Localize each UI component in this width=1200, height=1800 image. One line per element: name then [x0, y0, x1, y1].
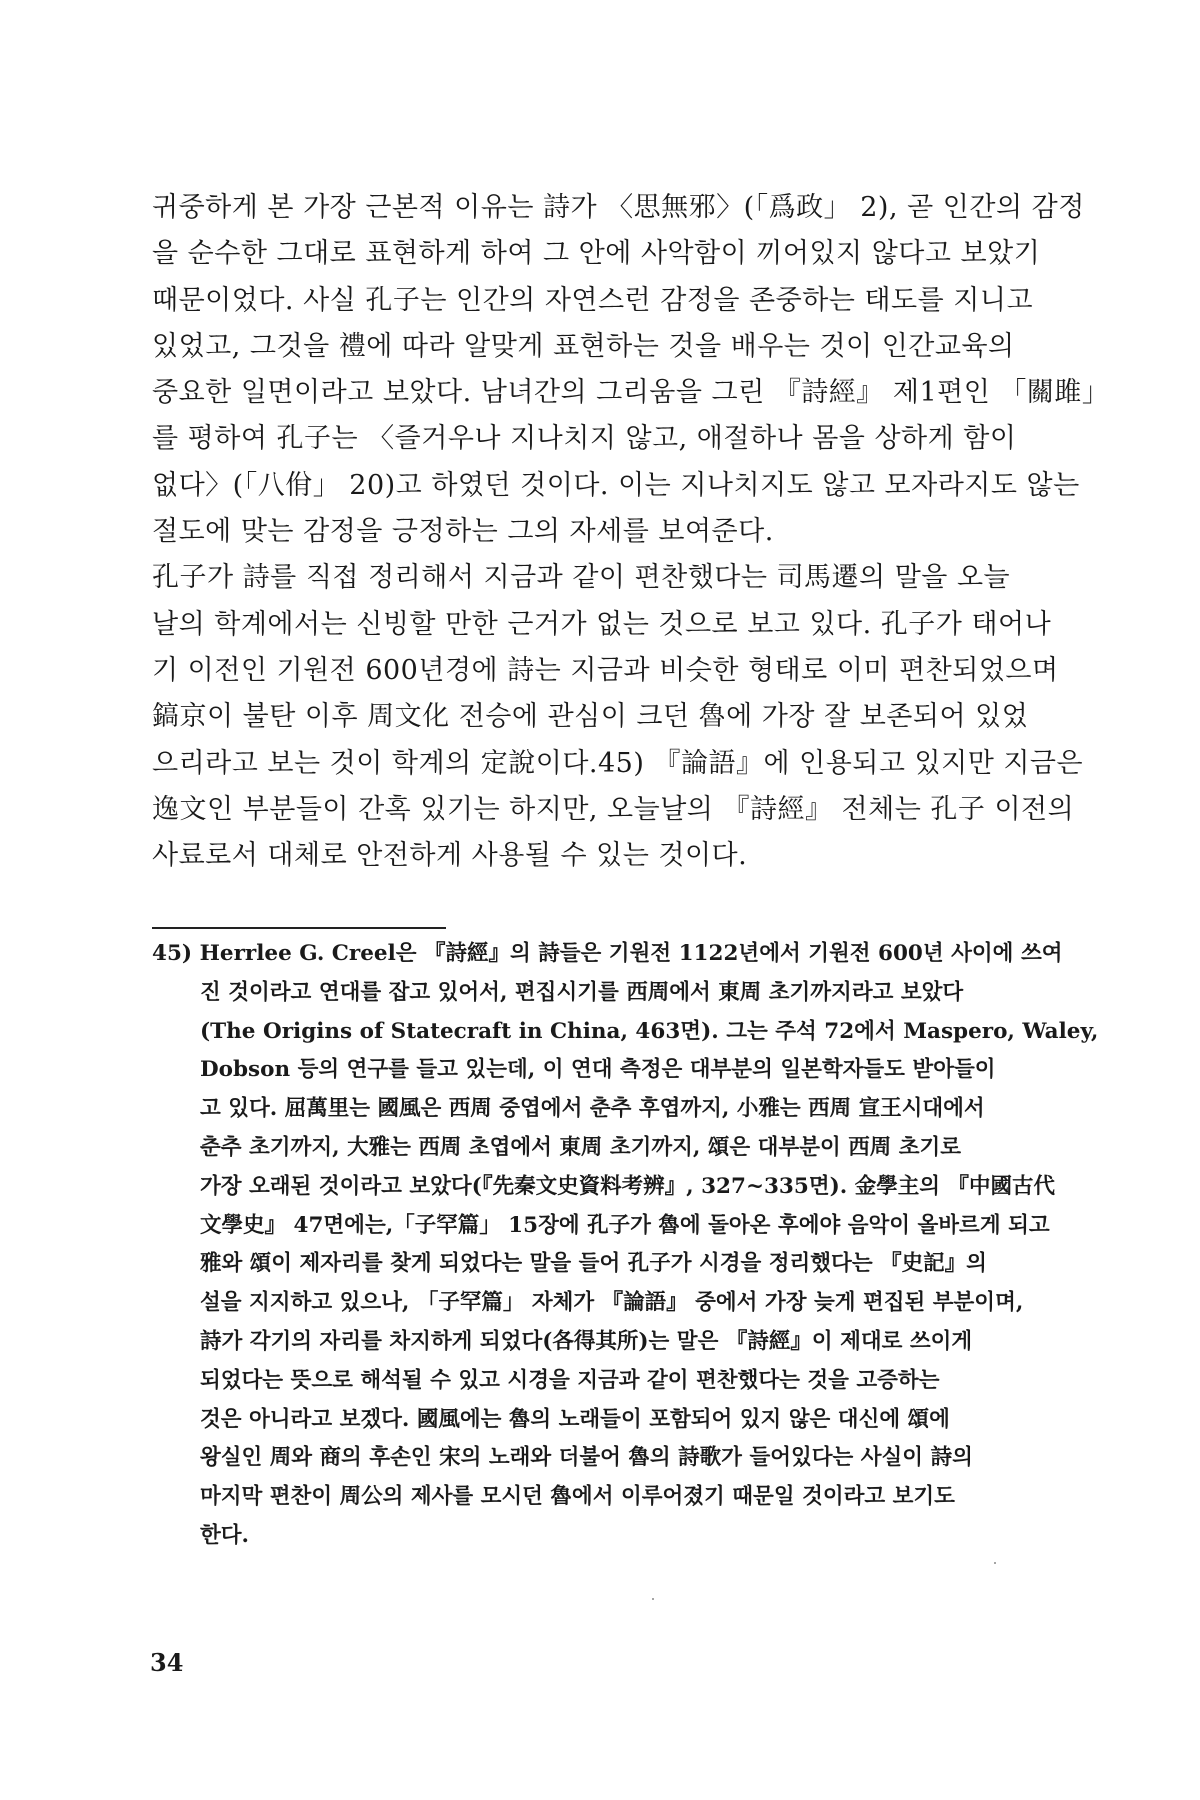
- footnote-block: [152, 935, 1099, 1556]
- body-line: 귀중하게 본 가장 근본적 이유는 詩가 〈思無邪〉(「爲政」 2), 곧 인간의 감정: [152, 192, 1085, 223]
- body-line: 를 평하여 孔子는 〈즐거우나 지나치지 않고, 애절하나 몸을 상하게 함이: [152, 423, 1017, 455]
- body-line: 孔子가 詩를 직접 정리해서 지금과 같이 편찬했다는 司馬遷의 말을 오늘: [152, 562, 1011, 594]
- footnote-line: 고 있다. 屈萬里는 國風은 西周 중엽에서 춘추 후엽까지, 小雅는 西周 宣王시대에서: [200, 1096, 985, 1122]
- footnote-line: 왕실인 周와 商의 후손인 宋의 노래와 더불어 魯의 詩歌가 들어있다는 사실이 詩의: [200, 1445, 973, 1471]
- body-line: 을 순수한 그대로 표현하게 하여 그 안에 사악함이 끼어있지 않다고 보았기: [152, 238, 1041, 270]
- footnote-line: Dobson 등의 연구를 들고 있는데, 이 연대 측정은 대부분의 일본학자들도 받아들이: [200, 1057, 996, 1083]
- footnote-line: 진 것이라고 연대를 잡고 있어서, 편집시기를 西周에서 東周 초기까지라고 보았다: [200, 979, 964, 1005]
- body-line: 鎬京이 불탄 이후 周文化 전승에 관심이 크던 魯에 가장 잘 보존되어 있었: [152, 701, 1029, 733]
- main-text-block: [152, 185, 1110, 879]
- body-line: 때문이었다. 사실 孔子는 인간의 자연스런 감정을 존중하는 태도를 지니고: [152, 284, 1034, 316]
- footnote-line: 雅와 頌이 제자리를 찾게 되었다는 말을 들어 孔子가 시경을 정리했다는 『史記』의: [200, 1251, 987, 1277]
- footnote-line: 한다.: [200, 1522, 250, 1548]
- footnote-line: 文學史』 47면에는,「子罕篇」 15장에 孔子가 魯에 돌아온 후에야 음악이 올바르게 되고: [200, 1212, 1050, 1238]
- footnote-line: 詩가 각기의 자리를 차지하게 되었다(各得其所)는 말은 『詩經』이 제대로 쓰이게: [200, 1328, 973, 1354]
- footnote-line: 가장 오래된 것이라고 보았다(『先秦文史資料考辨』, 327~335면). 金學主의 『中國古代: [200, 1173, 1056, 1199]
- scan-speck: [652, 1598, 654, 1600]
- body-line: 없다〉(「八佾」 20)고 하였던 것이다. 이는 지나치지도 않고 모자라지도 않는: [152, 469, 1080, 501]
- body-line: 사료로서 대체로 안전하게 사용될 수 있는 것이다.: [152, 840, 748, 872]
- scan-speck: [994, 1562, 996, 1564]
- footnote-line: 것은 아니라고 보겠다. 國風에는 魯의 노래들이 포함되어 있지 않은 대신에 頌에: [200, 1406, 950, 1432]
- footnote-line: (The Origins of Statecraft in China, 463면). 그는 주석 72에서 Maspero, Waley,: [200, 1018, 1099, 1044]
- body-line: 逸文인 부분들이 간혹 있기는 하지만, 오늘날의 『詩經』 전체는 孔子 이전의: [152, 793, 1075, 825]
- footnote-line: 설을 지지하고 있으나, 「子罕篇」 자체가 『論語』 중에서 가장 늦게 편집된 부분이며,: [200, 1290, 1024, 1316]
- footnote-divider: [152, 927, 446, 929]
- body-line: 으리라고 보는 것이 학계의 定說이다.45) 『論語』에 인용되고 있지만 지금은: [152, 747, 1084, 779]
- page-number: 34: [150, 1648, 184, 1677]
- body-line: 날의 학계에서는 신빙할 만한 근거가 없는 것으로 보고 있다. 孔子가 태어나: [152, 608, 1052, 640]
- footnote-line: 되었다는 뜻으로 해석될 수 있고 시경을 지금과 같이 편찬했다는 것을 고증하는: [200, 1367, 940, 1393]
- body-line: 중요한 일면이라고 보았다. 남녀간의 그리움을 그린 『詩經』 제1편인 「關雎」: [152, 377, 1110, 409]
- footnote-line: 마지막 편찬이 周公의 제사를 모시던 魯에서 이루어졌기 때문일 것이라고 보기도: [200, 1484, 955, 1510]
- body-line: 있었고, 그것을 禮에 따라 알맞게 표현하는 것을 배우는 것이 인간교육의: [152, 330, 1015, 362]
- body-line: 절도에 맞는 감정을 긍정하는 그의 자세를 보여준다.: [152, 516, 774, 548]
- footnote-line: 춘추 초기까지, 大雅는 西周 초엽에서 東周 초기까지, 頌은 대부분이 西周 초기로: [200, 1134, 962, 1160]
- body-line: 기 이전인 기원전 600년경에 詩는 지금과 비슷한 형태로 이미 편찬되었으며: [152, 654, 1059, 686]
- footnote-line: 45) Herrlee G. Creel은 『詩經』의 詩들은 기원전 1122년에서 기원전 600년 사이에 쓰여: [152, 941, 1063, 966]
